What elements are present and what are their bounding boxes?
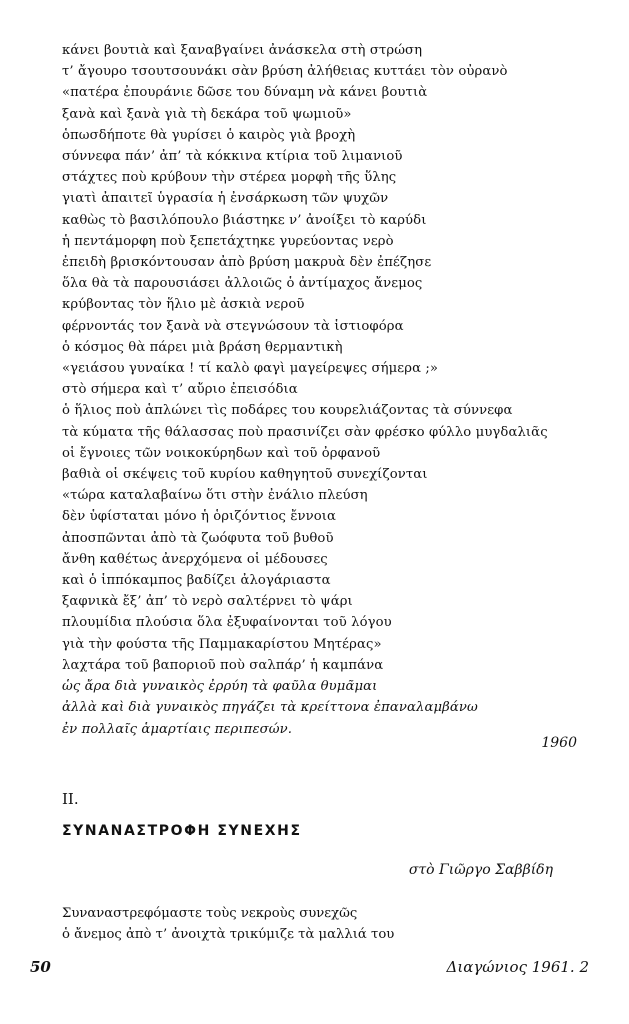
- poem-line: σύννεφα πάν’ ἀπ’ τὰ κόκκινα κτίρια τοῦ λιμανιοῦ: [62, 149, 403, 165]
- poem-line: βαθιὰ οἱ σκέψεις τοῦ κυρίου καθηγητοῦ συνεχίζονται: [62, 467, 428, 483]
- poem-line: τὰ κύματα τῆς θάλασσας ποὺ πρασινίζει σὰν φρέσκο φύλλο μυγδαλιᾶς: [62, 424, 548, 440]
- poem-line: τ’ ἄγουρο τσουτσουνάκι σὰν βρύση ἀλήθειας κυττάει τὸν οὐρανὸ: [62, 64, 508, 80]
- poem-line: ἐπειδὴ βρισκόντουσαν ἀπὸ βρύση μακρυὰ δὲν ἐπέζησε: [62, 255, 432, 271]
- poem-line: φέρνοντάς τον ξανὰ νὰ στεγνώσουν τὰ ἱστιοφόρα: [62, 318, 404, 334]
- poem-line: «τώρα καταλαβαίνω ὅτι στὴν ἐνάλιο πλεύση: [62, 488, 368, 504]
- poem-line: ὁπωσδήποτε θὰ γυρίσει ὁ καιρὸς γιὰ βροχὴ: [62, 127, 356, 143]
- poem-line: Συναναστρεφόμαστε τοὺς νεκροὺς συνεχῶς: [62, 906, 358, 921]
- poem-line: «πατέρα ἐπουράνιε δῶσε του δύναμη νὰ κάνει βουτιὰ: [62, 85, 428, 101]
- poem-line: στὸ σήμερα καὶ τ’ αὔριο ἐπεισόδια: [62, 382, 298, 398]
- poem-line: ἀλλὰ καὶ διὰ γυναικὸς πηγάζει τὰ κρείττονα ἐπαναλαμβάνω: [62, 700, 478, 716]
- page-number: 50: [30, 958, 51, 976]
- poem-line: κρύβοντας τὸν ἥλιο μὲ ἀσκιὰ νεροῦ: [62, 297, 305, 313]
- poem-line: «γειάσου γυναίκα ! τί καλὸ φαγὶ μαγείρεψες σήμερα ;»: [62, 361, 439, 377]
- poem-line: ὁ ἄνεμος ἀπὸ τ’ ἀνοιχτὰ τρικύμιζε τὰ μαλλιά του: [62, 927, 395, 942]
- poem-line: γιὰ τὴν φούστα τῆς Παμμακαρίστου Μητέρας»: [62, 636, 382, 652]
- poem-line: στάχτες ποὺ κρύβουν τὴν στέρεα μορφὴ τῆς ὕλης: [62, 170, 397, 186]
- section-number: II.: [62, 790, 79, 808]
- poem-line: γιατὶ ἀπαιτεῖ ὑγρασία ἡ ἐνσάρκωση τῶν ψυχῶν: [62, 191, 389, 207]
- poem-line: ὅλα θὰ τὰ παρουσιάσει ἀλλοιῶς ὁ ἀντίμαχος ἄνεμος: [62, 276, 423, 292]
- poem-line: ξαφνικὰ ἔξ’ ἀπ’ τὸ νερὸ σαλτέρνει τὸ ψάρι: [62, 594, 353, 610]
- poem-line: οἱ ἔγνοιες τῶν νοικοκύρηδων καὶ τοῦ ὀρφανοῦ: [62, 445, 381, 461]
- section-title: ΣΥΝΑΝΑΣΤΡΟΦΗ ΣΥΝΕΧΗΣ: [62, 823, 302, 839]
- poem-body: [62, 40, 622, 740]
- poem-line: κάνει βουτιὰ καὶ ξαναβγαίνει ἀνάσκελα στὴ στρώση: [62, 43, 423, 58]
- poem-line: ἐν πολλαῖς ἁμαρτίαις περιπεσών.: [62, 721, 292, 737]
- dedication: στὸ Γιῶργο Σαββίδη: [408, 862, 553, 878]
- poem-line: ἡ πεντάμορφη ποὺ ξεπετάχτηκε γυρεύοντας νερὸ: [62, 233, 394, 249]
- poem-line: ξανὰ καὶ ξανὰ γιὰ τὴ δεκάρα τοῦ ψωμιοῦ»: [62, 106, 352, 122]
- journal-citation: Διαγώνιος 1961. 2: [446, 958, 589, 976]
- poem-line: λαχτάρα τοῦ βαποριοῦ ποὺ σαλπάρ’ ἡ καμπάνα: [62, 657, 384, 673]
- poem-line: ὡς ἄρα διὰ γυναικὸς ἐρρύη τὰ φαῦλα θυμᾶμαι: [62, 679, 378, 695]
- poem-line: ὁ ἥλιος ποὺ ἁπλώνει τὶς ποδάρες του κουρελιάζοντας τὰ σύννεφα: [62, 403, 513, 419]
- poem-line: δὲν ὑφίσταται μόνο ἡ ὁριζόντιος ἔννοια: [62, 509, 337, 525]
- poem-line: καὶ ὁ ἱππόκαμπος βαδίζει ἀλογάριαστα: [62, 573, 331, 589]
- poem-line: ὁ κόσμος θὰ πάρει μιὰ βράση θερμαντικὴ: [62, 339, 343, 355]
- poem-date: 1960: [541, 735, 577, 751]
- second-poem-body: [62, 903, 602, 945]
- poem-line: ἀποσπῶνται ἀπὸ τὰ ζωόφυτα τοῦ βυθοῦ: [62, 530, 334, 546]
- poem-line: καθὼς τὸ βασιλόπουλο βιάστηκε ν’ ἀνοίξει τὸ καρύδι: [62, 212, 427, 228]
- poem-line: πλουμίδια πλούσια ὅλα ἐξυφαίνονται τοῦ λόγου: [62, 615, 392, 631]
- poem-line: ἄνθη καθέτως ἀνερχόμενα οἱ μέδουσες: [62, 551, 328, 567]
